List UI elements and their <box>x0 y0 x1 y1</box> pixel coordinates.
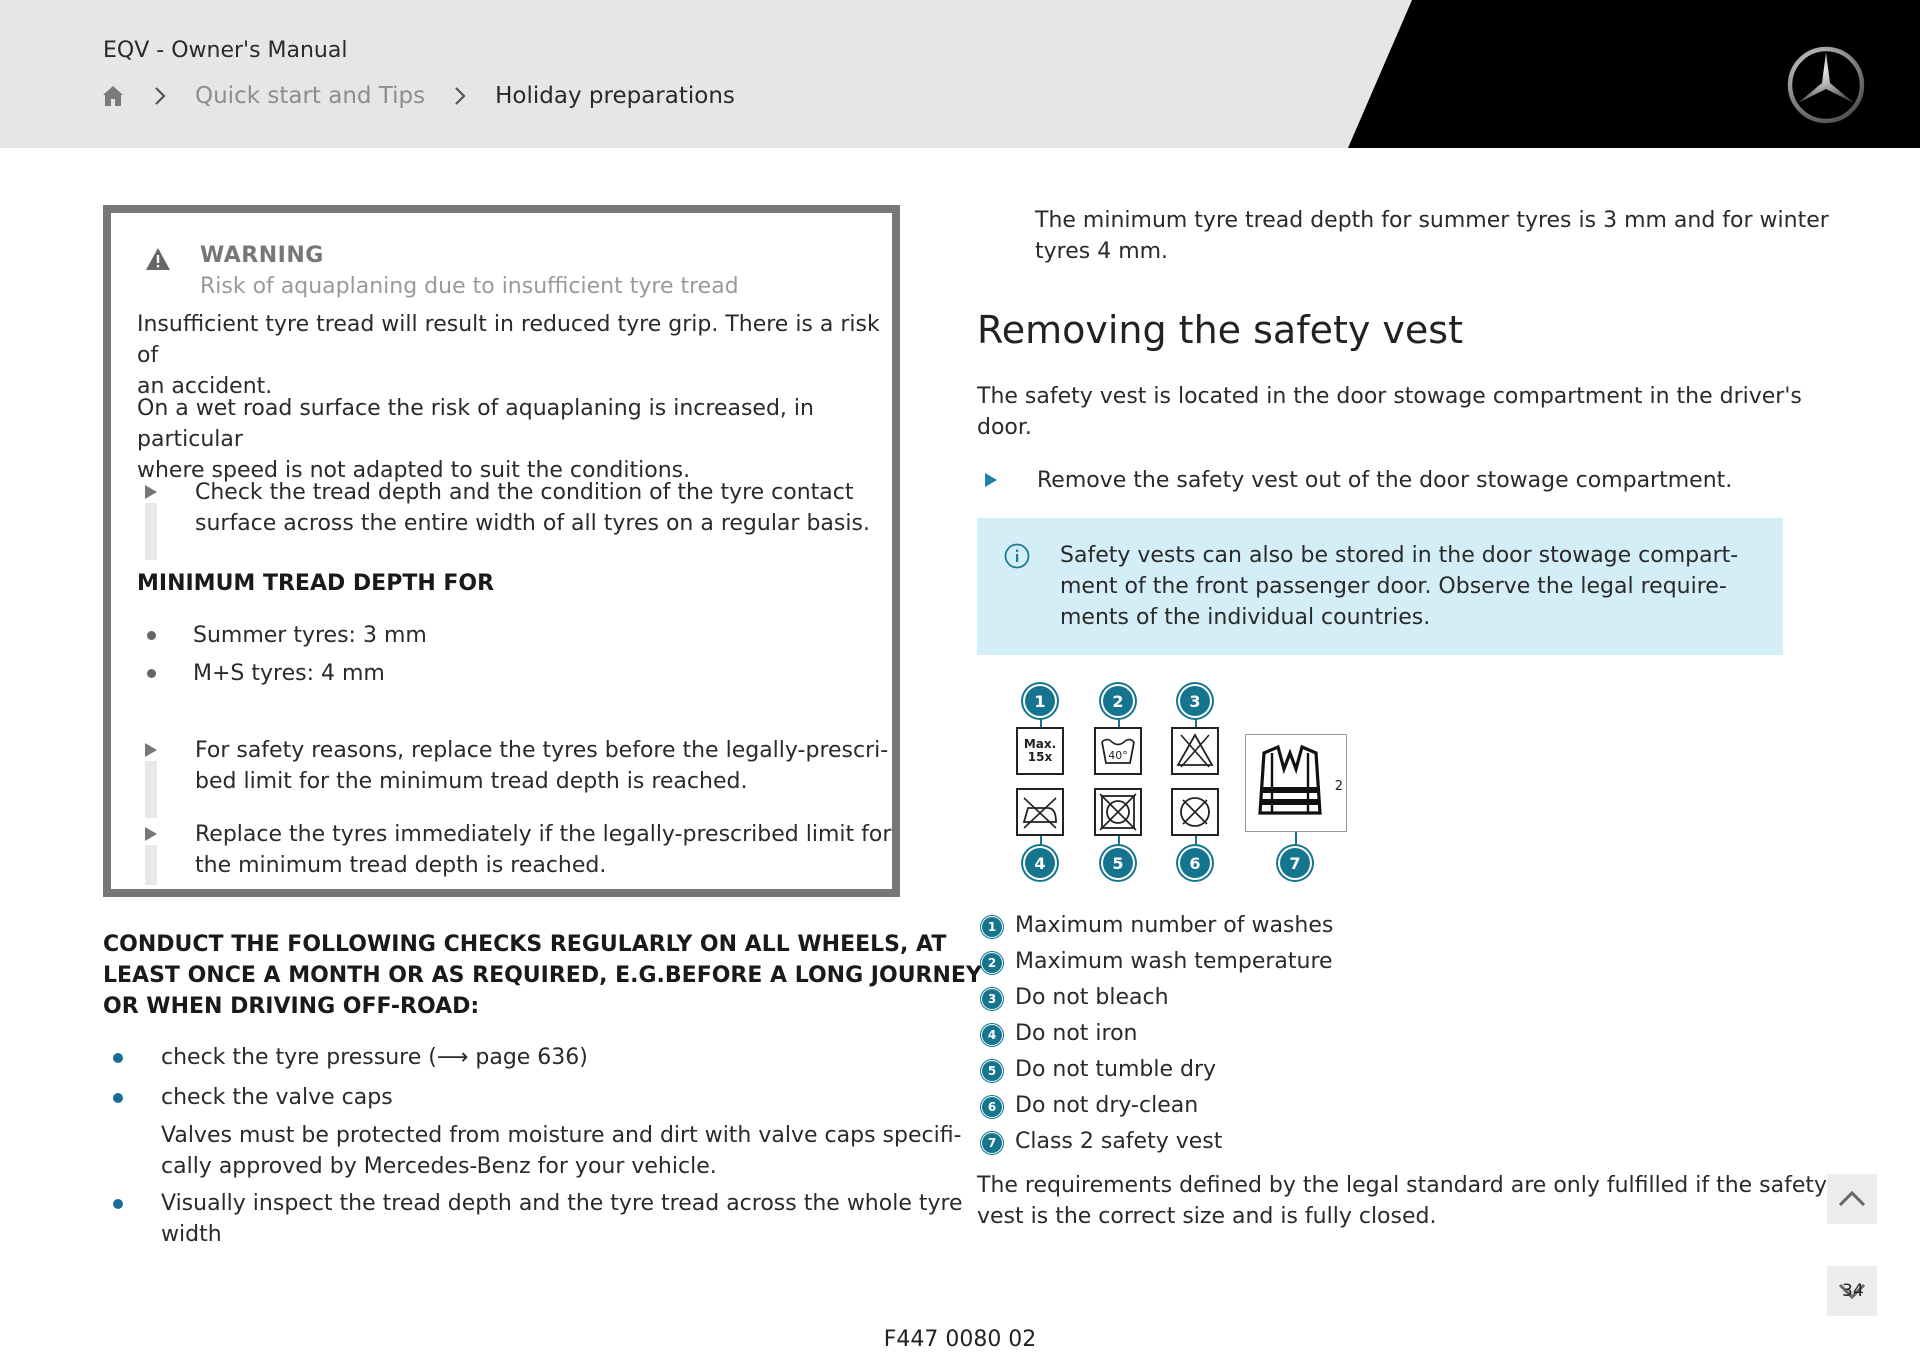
tread-depth-note <box>1035 205 1829 267</box>
text-line: the minimum tread depth is reached. <box>195 853 607 878</box>
text-line: Valves must be protected from moisture and dirt with valve caps specifi- <box>161 1123 962 1148</box>
callout-badge-7: 7 <box>1280 848 1310 878</box>
chevron-up-icon <box>1837 1189 1867 1209</box>
text-line: The safety vest is located in the door stowage compartment in the driver's <box>977 384 1802 409</box>
bullet-dot <box>147 669 156 678</box>
vest-class-label: 2 <box>1334 779 1343 794</box>
step-bar <box>145 503 157 560</box>
crossed-triangle-icon <box>1173 729 1217 773</box>
info-box <box>977 518 1783 655</box>
text-line: vest is the correct size and is fully closed. <box>977 1204 1437 1229</box>
callout-badge-2: 2 <box>1103 686 1133 716</box>
bullet-dot <box>147 631 156 640</box>
header-bar <box>0 0 1920 148</box>
checks-heading <box>103 929 982 1022</box>
legend-label: Do not tumble dry <box>1015 1057 1217 1082</box>
bullet-item: M+S tyres: 4 mm <box>193 661 385 686</box>
warning-paragraph <box>137 393 892 486</box>
legend-label: Maximum wash temperature <box>1015 949 1333 974</box>
legend-label: Class 2 safety vest <box>1015 1129 1223 1154</box>
text-line: For safety reasons, replace the tyres before the legally-prescri- <box>195 738 889 763</box>
warning-subtitle: Risk of aquaplaning due to insufficient tyre tread <box>200 274 739 299</box>
warning-step <box>195 477 870 539</box>
info-text <box>1060 540 1738 633</box>
check-item-detail <box>161 1120 962 1182</box>
bullet-dot <box>113 1199 123 1209</box>
legend-label: Do not bleach <box>1015 985 1169 1010</box>
legend-badge: 4 <box>982 1025 1002 1045</box>
check-item-tread-inspect <box>161 1188 963 1250</box>
legend-badge: 2 <box>982 953 1002 973</box>
legend-label: Do not dry-clean <box>1015 1093 1199 1118</box>
step-bar <box>145 761 157 818</box>
crossed-iron-icon <box>1018 790 1062 834</box>
callout-line <box>1118 718 1120 727</box>
callout-badge-6: 6 <box>1180 848 1210 878</box>
text-line: CONDUCT THE FOLLOWING CHECKS REGULARLY ON ALL WHEELS, AT <box>103 932 947 957</box>
wash-40-icon <box>1094 727 1142 775</box>
no-bleach-icon <box>1171 727 1219 775</box>
app-title: EQV - Owner's Manual <box>103 38 348 63</box>
callout-line <box>1295 832 1297 848</box>
bullet-dot <box>113 1093 123 1103</box>
crossed-circle-icon <box>1173 790 1217 834</box>
bullet-item: Summer tyres: 3 mm <box>193 623 427 648</box>
page-number: 34 <box>1842 1281 1864 1301</box>
chevron-right-icon <box>453 84 467 108</box>
closing-note <box>977 1170 1827 1232</box>
min-tread-heading: MINIMUM TREAD DEPTH FOR <box>137 571 495 596</box>
chevron-right-icon <box>153 84 167 108</box>
text-line: Insufficient tyre tread will result in reduced tyre grip. There is a risk of <box>137 312 880 368</box>
text-line: where speed is not adapted to suit the conditions. <box>137 458 691 483</box>
legend-label: Maximum number of washes <box>1015 913 1334 938</box>
warning-title: WARNING <box>200 243 324 268</box>
callout-line <box>1040 836 1042 848</box>
check-item-tyre-pressure[interactable]: check the tyre pressure (⟶ page 636) <box>161 1045 588 1070</box>
text-line: tyres 4 mm. <box>1035 239 1169 264</box>
figure-code: F447 0080 02 <box>883 1327 1037 1352</box>
text-line: ment of the front passenger door. Observe the legal require- <box>1060 574 1727 599</box>
legend-badge: 1 <box>982 917 1002 937</box>
text-line: Check the tread depth and the condition of the tyre contact <box>195 480 854 505</box>
callout-line <box>1195 718 1197 727</box>
text-line: cally approved by Mercedes-Benz for your vehicle. <box>161 1154 717 1179</box>
step-arrow-icon <box>145 827 157 841</box>
breadcrumb-link-quick-start[interactable]: Quick start and Tips <box>195 83 426 109</box>
text-line: ments of the individual countries. <box>1060 605 1431 630</box>
text-line: Visually inspect the tread depth and the tyre tread across the whole tyre <box>161 1191 963 1216</box>
callout-line <box>1118 836 1120 848</box>
text-line: an accident. <box>137 374 273 399</box>
warning-paragraph <box>137 309 892 402</box>
callout-line <box>1040 718 1042 727</box>
warning-step <box>195 735 888 797</box>
text-line: The requirements defined by the legal standard are only fulfilled if the safety <box>977 1173 1828 1198</box>
section-title: Removing the safety vest <box>977 308 1463 352</box>
header-black-panel <box>0 0 1920 148</box>
crossed-tumble-dry-icon <box>1096 790 1140 834</box>
legend-badge: 7 <box>982 1133 1002 1153</box>
legend-label: Do not iron <box>1015 1021 1138 1046</box>
safety-vest-icon <box>1245 734 1347 832</box>
text-line: door. <box>977 415 1032 440</box>
callout-badge-5: 5 <box>1103 848 1133 878</box>
legend-badge: 3 <box>982 989 1002 1009</box>
breadcrumb <box>101 80 735 112</box>
symbol-text: Max. <box>1023 737 1057 751</box>
callout-badge-1: 1 <box>1025 686 1055 716</box>
legend-badge: 5 <box>982 1061 1002 1081</box>
text-line: width <box>161 1222 222 1247</box>
vest-drawing-icon <box>1250 741 1330 821</box>
text-line: On a wet road surface the risk of aquaplaning is increased, in particular <box>137 396 814 452</box>
scroll-up-button[interactable] <box>1827 1174 1877 1224</box>
warning-triangle-icon <box>145 247 171 271</box>
check-item-valve-caps: check the valve caps <box>161 1085 393 1110</box>
step-bar <box>145 845 157 885</box>
breadcrumb-current: Holiday preparations <box>495 83 735 109</box>
remove-vest-step: Remove the safety vest out of the door stowage compartment. <box>1037 468 1733 493</box>
step-arrow-icon <box>145 485 157 499</box>
text-line: bed limit for the minimum tread depth is reached. <box>195 769 748 794</box>
step-arrow-icon <box>145 743 157 757</box>
wash-temp-text: 40° <box>1108 749 1128 762</box>
text-line: surface across the entire width of all tyres on a regular basis. <box>195 511 870 536</box>
info-icon <box>1004 543 1030 569</box>
warning-step <box>195 819 891 881</box>
callout-line <box>1195 836 1197 848</box>
warning-box <box>103 205 900 897</box>
no-iron-icon <box>1016 788 1064 836</box>
mercedes-star-logo[interactable] <box>1786 45 1866 125</box>
no-tumble-dry-icon <box>1094 788 1142 836</box>
text-line: The minimum tyre tread depth for summer tyres is 3 mm and for winter <box>1035 208 1829 233</box>
step-arrow-icon <box>985 473 997 487</box>
text-line: Safety vests can also be stored in the door stowage compart- <box>1060 543 1739 568</box>
legend-badge: 6 <box>982 1097 1002 1117</box>
vest-location-text <box>977 381 1802 443</box>
text-line: OR WHEN DRIVING OFF-ROAD: <box>103 994 480 1019</box>
callout-badge-3: 3 <box>1180 686 1210 716</box>
text-line: Replace the tyres immediately if the legally-prescribed limit for <box>195 822 892 847</box>
text-line: LEAST ONCE A MONTH OR AS REQUIRED, E.G.BEFORE A LONG JOURNEY <box>103 963 982 988</box>
no-dry-clean-icon <box>1171 788 1219 836</box>
care-label-figure <box>1000 680 1360 890</box>
bullet-dot <box>113 1053 123 1063</box>
callout-badge-4: 4 <box>1025 848 1055 878</box>
max-washes-icon <box>1016 727 1064 775</box>
symbol-text: 15x <box>1027 750 1053 764</box>
home-icon[interactable] <box>101 84 125 108</box>
